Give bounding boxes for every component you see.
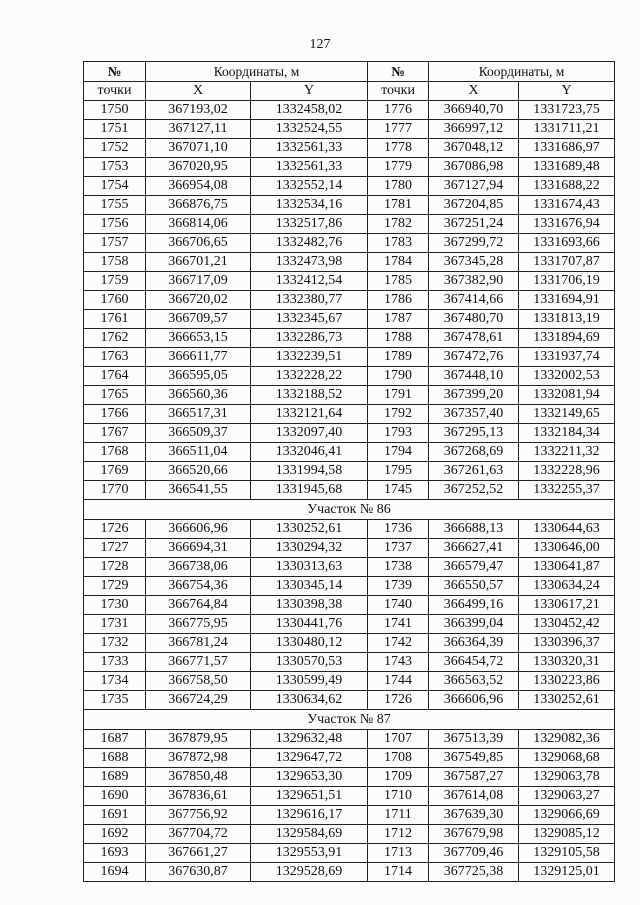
page-number: 127 [309,37,331,52]
cell-x-left: 366511,04 [146,443,251,462]
cell-y-right: 1330641,87 [519,558,615,577]
cell-x-left: 366701,21 [146,253,251,272]
cell-point-left: 1691 [84,806,146,825]
cell-point-left: 1687 [84,730,146,749]
cell-point-right: 1711 [368,806,429,825]
cell-y-right: 1330646,00 [519,539,615,558]
cell-y-left: 1330634,62 [251,691,368,710]
cell-point-left: 1694 [84,863,146,882]
cell-y-right: 1332211,32 [519,443,615,462]
section-header [84,500,615,520]
table-row [84,749,615,768]
table-row [84,577,615,596]
cell-x-right: 367639,30 [429,806,519,825]
cell-point-right: 1795 [368,462,429,481]
cell-point-right: 1792 [368,405,429,424]
cell-point-left: 1754 [84,177,146,196]
cell-point-left: 1693 [84,844,146,863]
cell-point-left: 1734 [84,672,146,691]
cell-y-right: 1331723,75 [519,101,615,120]
cell-x-right: 367261,63 [429,462,519,481]
table-row [84,272,615,291]
table-row [84,424,615,443]
cell-y-right: 1332255,37 [519,481,615,500]
cell-point-left: 1732 [84,634,146,653]
cell-point-left: 1688 [84,749,146,768]
table-row [84,177,615,196]
cell-y-right: 1329066,69 [519,806,615,825]
cell-point-left: 1765 [84,386,146,405]
cell-x-left: 366764,84 [146,596,251,615]
cell-point-left: 1762 [84,329,146,348]
table-row [84,348,615,367]
cell-x-right: 367414,66 [429,291,519,310]
cell-x-right: 367709,46 [429,844,519,863]
cell-point-right: 1788 [368,329,429,348]
cell-point-right: 1777 [368,120,429,139]
cell-y-right: 1332184,34 [519,424,615,443]
cell-y-right: 1329085,12 [519,825,615,844]
cell-point-left: 1755 [84,196,146,215]
cell-y-right: 1330396,37 [519,634,615,653]
cell-y-right: 1331676,94 [519,215,615,234]
cell-point-right: 1707 [368,730,429,749]
cell-y-right: 1330634,24 [519,577,615,596]
cell-x-right: 367478,61 [429,329,519,348]
cell-point-left: 1735 [84,691,146,710]
table-row [84,253,615,272]
cell-x-right: 367448,10 [429,367,519,386]
table-row [84,329,615,348]
cell-x-right: 366627,41 [429,539,519,558]
table-row [84,825,615,844]
cell-point-left: 1752 [84,139,146,158]
cell-y-left: 1329528,69 [251,863,368,882]
cell-x-right: 366997,12 [429,120,519,139]
cell-x-left: 367872,98 [146,749,251,768]
cell-point-right: 1786 [368,291,429,310]
cell-point-right: 1738 [368,558,429,577]
cell-point-left: 1753 [84,158,146,177]
cell-x-left: 366771,57 [146,653,251,672]
cell-point-left: 1751 [84,120,146,139]
cell-y-right: 1330617,21 [519,596,615,615]
cell-y-left: 1332121,64 [251,405,368,424]
cell-point-left: 1766 [84,405,146,424]
cell-x-left: 366709,57 [146,310,251,329]
table-row [84,386,615,405]
cell-y-left: 1332286,73 [251,329,368,348]
cell-y-left: 1330294,32 [251,539,368,558]
table-row [84,481,615,500]
cell-x-left: 366775,95 [146,615,251,634]
cell-y-left: 1332345,67 [251,310,368,329]
cell-point-right: 1712 [368,825,429,844]
cell-y-left: 1330480,12 [251,634,368,653]
table-row [84,101,615,120]
cell-point-right: 1779 [368,158,429,177]
cell-y-left: 1330441,76 [251,615,368,634]
cell-x-right: 367472,76 [429,348,519,367]
cell-y-left: 1329651,51 [251,787,368,806]
cell-point-left: 1758 [84,253,146,272]
cell-y-left: 1332561,33 [251,158,368,177]
table-row [84,768,615,787]
cell-y-right: 1331689,48 [519,158,615,177]
cell-x-left: 366694,31 [146,539,251,558]
cell-y-left: 1329632,48 [251,730,368,749]
cell-y-left: 1332561,33 [251,139,368,158]
cell-point-right: 1780 [368,177,429,196]
cell-x-left: 366876,75 [146,196,251,215]
cell-point-right: 1745 [368,481,429,500]
cell-y-left: 1332534,16 [251,196,368,215]
cell-x-right: 367251,24 [429,215,519,234]
cell-x-right: 367086,98 [429,158,519,177]
cell-x-right: 366364,39 [429,634,519,653]
cell-point-left: 1726 [84,520,146,539]
cell-y-left: 1332228,22 [251,367,368,386]
cell-y-left: 1331945,68 [251,481,368,500]
header-x-right: X [429,82,519,101]
cell-point-right: 1784 [368,253,429,272]
cell-point-left: 1764 [84,367,146,386]
cell-y-left: 1332097,40 [251,424,368,443]
cell-y-left: 1332482,76 [251,234,368,253]
cell-x-right: 366563,52 [429,672,519,691]
cell-point-left: 1690 [84,787,146,806]
cell-x-left: 366781,24 [146,634,251,653]
cell-y-left: 1332517,86 [251,215,368,234]
cell-y-right: 1329125,01 [519,863,615,882]
header-coordinates-left: Координаты, м [146,62,368,82]
cell-y-left: 1332524,55 [251,120,368,139]
cell-point-left: 1756 [84,215,146,234]
table-row [84,158,615,177]
header-point-right: точки [368,82,429,101]
cell-x-right: 366606,96 [429,691,519,710]
cell-y-left: 1331994,58 [251,462,368,481]
cell-y-left: 1330599,49 [251,672,368,691]
table-row [84,539,615,558]
cell-point-right: 1787 [368,310,429,329]
table-row [84,558,615,577]
cell-y-right: 1329068,68 [519,749,615,768]
cell-y-left: 1329647,72 [251,749,368,768]
cell-y-right: 1331937,74 [519,348,615,367]
cell-point-right: 1781 [368,196,429,215]
cell-point-left: 1763 [84,348,146,367]
cell-point-right: 1785 [368,272,429,291]
cell-y-left: 1329584,69 [251,825,368,844]
cell-point-right: 1783 [368,234,429,253]
cell-x-left: 366754,36 [146,577,251,596]
cell-point-right: 1776 [368,101,429,120]
cell-y-right: 1332081,94 [519,386,615,405]
cell-y-left: 1332188,52 [251,386,368,405]
table-row [84,653,615,672]
header-num-right: № [368,62,429,82]
cell-x-left: 367071,10 [146,139,251,158]
cell-point-left: 1750 [84,101,146,120]
cell-x-left: 367020,95 [146,158,251,177]
table-row [84,787,615,806]
cell-point-right: 1709 [368,768,429,787]
cell-y-right: 1331694,91 [519,291,615,310]
cell-x-right: 366940,70 [429,101,519,120]
cell-point-right: 1710 [368,787,429,806]
cell-point-right: 1789 [368,348,429,367]
cell-point-right: 1713 [368,844,429,863]
cell-x-left: 366724,29 [146,691,251,710]
table-row [84,596,615,615]
header-point-left: точки [84,82,146,101]
cell-x-left: 366720,02 [146,291,251,310]
cell-x-left: 367127,11 [146,120,251,139]
cell-y-left: 1330345,14 [251,577,368,596]
cell-y-left: 1332458,02 [251,101,368,120]
cell-point-right: 1708 [368,749,429,768]
table-row [84,291,615,310]
table-row [84,196,615,215]
cell-y-right: 1330644,63 [519,520,615,539]
cell-point-left: 1730 [84,596,146,615]
cell-x-left: 366541,55 [146,481,251,500]
cell-x-right: 367382,90 [429,272,519,291]
cell-point-right: 1741 [368,615,429,634]
cell-x-left: 366560,36 [146,386,251,405]
cell-x-left: 366611,77 [146,348,251,367]
cell-x-right: 367480,70 [429,310,519,329]
cell-x-right: 366399,04 [429,615,519,634]
cell-x-left: 367193,02 [146,101,251,120]
table-row [84,615,615,634]
cell-y-left: 1332046,41 [251,443,368,462]
cell-x-left: 367836,61 [146,787,251,806]
cell-x-right: 367127,94 [429,177,519,196]
cell-point-right: 1737 [368,539,429,558]
cell-x-right: 366550,57 [429,577,519,596]
section-header [84,710,615,730]
cell-x-right: 367204,85 [429,196,519,215]
cell-point-left: 1769 [84,462,146,481]
cell-y-left: 1332552,14 [251,177,368,196]
cell-x-left: 366706,65 [146,234,251,253]
cell-x-left: 366954,08 [146,177,251,196]
cell-x-right: 366688,13 [429,520,519,539]
cell-x-left: 366738,06 [146,558,251,577]
cell-x-left: 366606,96 [146,520,251,539]
cell-x-left: 367850,48 [146,768,251,787]
table-body [84,101,615,882]
cell-point-left: 1731 [84,615,146,634]
cell-point-right: 1743 [368,653,429,672]
table-row [84,634,615,653]
cell-x-right: 367587,27 [429,768,519,787]
cell-y-right: 1329063,27 [519,787,615,806]
cell-x-left: 366717,09 [146,272,251,291]
cell-y-left: 1330252,61 [251,520,368,539]
cell-x-right: 367357,40 [429,405,519,424]
cell-x-left: 366758,50 [146,672,251,691]
cell-y-right: 1331813,19 [519,310,615,329]
cell-x-left: 367630,87 [146,863,251,882]
cell-point-left: 1770 [84,481,146,500]
cell-y-right: 1331711,21 [519,120,615,139]
table-row [84,405,615,424]
cell-y-left: 1329553,91 [251,844,368,863]
cell-x-right: 367549,85 [429,749,519,768]
cell-point-right: 1744 [368,672,429,691]
cell-y-right: 1329082,36 [519,730,615,749]
cell-y-right: 1331688,22 [519,177,615,196]
cell-point-right: 1778 [368,139,429,158]
table-row [84,672,615,691]
header-y-left: Y [251,82,368,101]
cell-y-right: 1330252,61 [519,691,615,710]
cell-point-left: 1692 [84,825,146,844]
cell-point-right: 1714 [368,863,429,882]
table-row [84,234,615,253]
cell-y-left: 1329616,17 [251,806,368,825]
cell-x-right: 367614,08 [429,787,519,806]
cell-x-right: 367513,39 [429,730,519,749]
cell-x-right: 367345,28 [429,253,519,272]
cell-y-left: 1329653,30 [251,768,368,787]
table-row [84,443,615,462]
cell-point-right: 1791 [368,386,429,405]
cell-y-right: 1331686,97 [519,139,615,158]
section-title: Участок № 86 [84,500,615,520]
coordinates-table [83,61,615,882]
cell-y-right: 1331894,69 [519,329,615,348]
cell-point-left: 1760 [84,291,146,310]
header-num-left: № [84,62,146,82]
cell-x-right: 367268,69 [429,443,519,462]
cell-x-right: 367679,98 [429,825,519,844]
cell-y-right: 1330320,31 [519,653,615,672]
table-row [84,367,615,386]
cell-x-left: 367756,92 [146,806,251,825]
table-row [84,730,615,749]
cell-x-left: 366653,15 [146,329,251,348]
cell-y-right: 1332228,96 [519,462,615,481]
cell-x-left: 366517,31 [146,405,251,424]
cell-point-right: 1726 [368,691,429,710]
section-title: Участок № 87 [84,710,615,730]
header-coordinates-right: Координаты, м [429,62,615,82]
table-row [84,120,615,139]
cell-y-right: 1331693,66 [519,234,615,253]
cell-point-left: 1761 [84,310,146,329]
cell-x-left: 367879,95 [146,730,251,749]
cell-x-right: 367399,20 [429,386,519,405]
table-row [84,310,615,329]
header-x-left: X [146,82,251,101]
cell-point-right: 1790 [368,367,429,386]
table-row [84,863,615,882]
cell-x-right: 366579,47 [429,558,519,577]
cell-point-right: 1794 [368,443,429,462]
table-row [84,844,615,863]
cell-y-left: 1332412,54 [251,272,368,291]
cell-y-right: 1329063,78 [519,768,615,787]
header-y-right: Y [519,82,615,101]
cell-point-right: 1782 [368,215,429,234]
cell-x-left: 366595,05 [146,367,251,386]
cell-point-left: 1759 [84,272,146,291]
cell-x-left: 367704,72 [146,825,251,844]
cell-point-left: 1768 [84,443,146,462]
cell-y-right: 1332149,65 [519,405,615,424]
cell-point-left: 1733 [84,653,146,672]
cell-y-left: 1330398,38 [251,596,368,615]
table-row [84,806,615,825]
cell-y-left: 1332239,51 [251,348,368,367]
cell-x-right: 367725,38 [429,863,519,882]
cell-point-left: 1757 [84,234,146,253]
cell-y-right: 1331707,87 [519,253,615,272]
cell-point-right: 1742 [368,634,429,653]
cell-x-right: 366454,72 [429,653,519,672]
cell-x-right: 367048,12 [429,139,519,158]
cell-x-left: 366509,37 [146,424,251,443]
cell-y-right: 1332002,53 [519,367,615,386]
cell-x-right: 367295,13 [429,424,519,443]
cell-x-right: 366499,16 [429,596,519,615]
cell-y-left: 1330570,53 [251,653,368,672]
cell-point-left: 1767 [84,424,146,443]
cell-point-right: 1793 [368,424,429,443]
cell-y-left: 1332380,77 [251,291,368,310]
cell-x-left: 366520,66 [146,462,251,481]
cell-point-right: 1736 [368,520,429,539]
table-row [84,139,615,158]
cell-y-right: 1331674,43 [519,196,615,215]
cell-point-right: 1739 [368,577,429,596]
cell-x-right: 367252,52 [429,481,519,500]
cell-y-left: 1330313,63 [251,558,368,577]
cell-y-right: 1331706,19 [519,272,615,291]
cell-y-right: 1329105,58 [519,844,615,863]
table-row [84,691,615,710]
cell-y-right: 1330223,86 [519,672,615,691]
cell-point-left: 1729 [84,577,146,596]
cell-x-right: 367299,72 [429,234,519,253]
cell-y-right: 1330452,42 [519,615,615,634]
table-row [84,215,615,234]
cell-x-left: 367661,27 [146,844,251,863]
cell-point-left: 1689 [84,768,146,787]
cell-point-left: 1727 [84,539,146,558]
table-row [84,520,615,539]
cell-x-left: 366814,06 [146,215,251,234]
table-row [84,462,615,481]
cell-y-left: 1332473,98 [251,253,368,272]
cell-point-right: 1740 [368,596,429,615]
cell-point-left: 1728 [84,558,146,577]
